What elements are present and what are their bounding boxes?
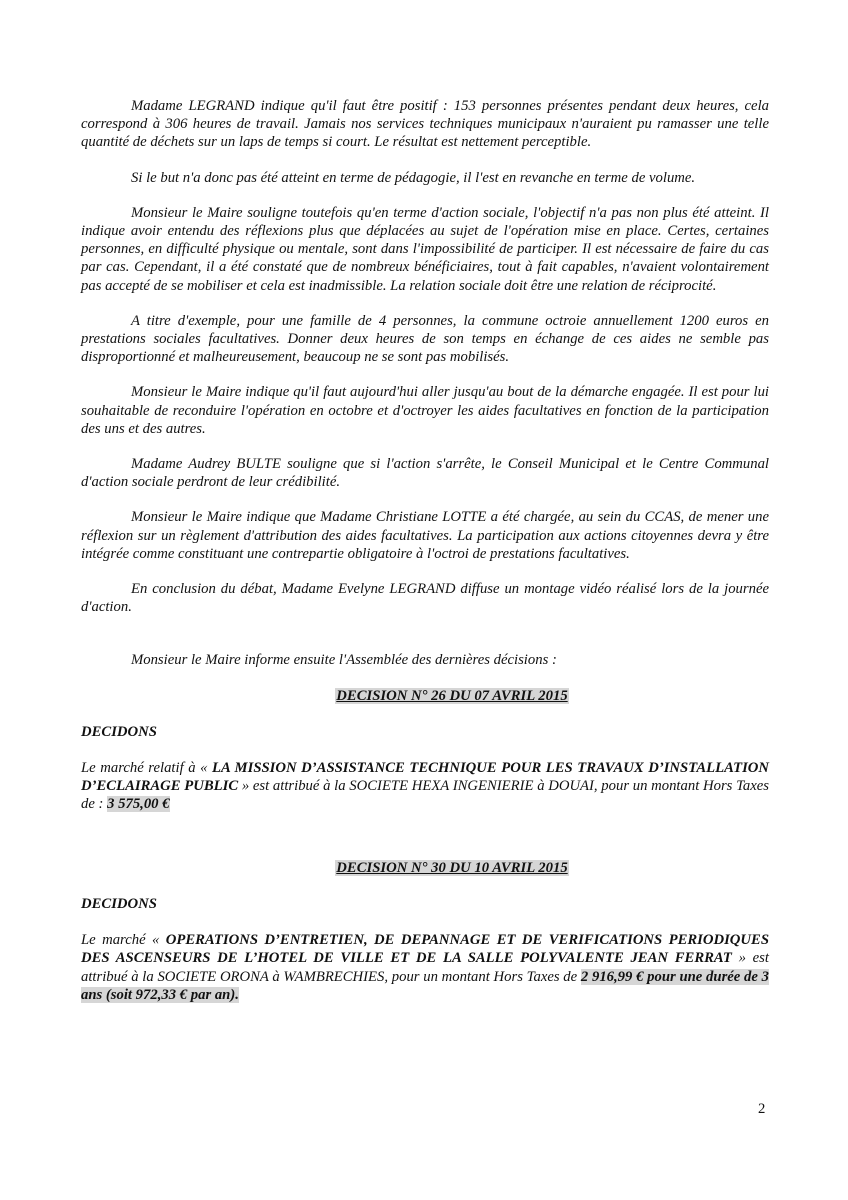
paragraph-intro-decisions: Monsieur le Maire informe ensuite l'Assemblée des dernières décisions : [131,652,557,669]
decision-heading-30 [81,859,769,877]
decision-30-text-before: Le marché « [81,932,166,949]
decision-30-text-after: » est attribué à la SOCIETE ORONA à WAMBRECHIES, pour un montant Hors Taxes de [81,950,769,985]
decision-text-26 [81,759,769,814]
decision-30-title: OPERATIONS D’ENTRETIEN, DE DEPANNAGE ET DE VERIFICATIONS PERIODIQUES DES ASCENSEURS DE L’HOTEL DE VILLE ET DE LA SALLE POLYVALENTE JEAN FERRAT [81,932,769,967]
paragraph-reconduire: Monsieur le Maire indique qu'il faut aujourd'hui aller jusqu'au bout de la démarche engagée. Il est pour lui souhaitable de reconduire l'opération en octobre et d'octroyer les aides facultatives en fonction de la participation des uns et des autres. [81,384,769,437]
paragraph-action-sociale: Monsieur le Maire souligne toutefois qu'en terme d'action sociale, l'objectif n'a pas non plus été atteint. Il indique avoir entendu des réflexions plus que déplacées au sujet de l'opération mise en place. Certes, certaines personnes, en difficulté physique ou mentale, sont dans l'impossibilité de participer. Il est nécessaire de faire du cas par cas. Cependant, il a été constaté que de nombreux bénéficiaires, tout à fait capables, n'avaient volontairement pas accepté de se mobiliser et cela est inadmissible. La relation sociale doit être une relation de réciprocité. [81,204,769,294]
decision-26-title: LA MISSION D’ASSISTANCE TECHNIQUE POUR LES TRAVAUX D’INSTALLATION D’ECLAIRAGE PUBLIC [81,760,769,795]
page-body [81,97,769,1004]
decision-heading-26 [81,687,769,705]
decision-heading-26-text: DECISION N° 26 DU 07 AVRIL 2015 [336,687,568,704]
decision-26-text-before: Le marché relatif à « [81,760,213,777]
decidons-label-26: DECIDONS [81,723,157,740]
decision-heading-30-text: DECISION N° 30 DU 10 AVRIL 2015 [336,859,568,876]
paragraph-conclusion: En conclusion du débat, Madame Evelyne LEGRAND diffuse un montage vidéo réalisé lors de la journée d'action. [81,581,769,616]
decision-26-text-after: » est attribué à la SOCIETE HEXA INGENIERIE à DOUAI, pour un montant Hors Taxes de : [81,778,769,813]
paragraph-lotte: Monsieur le Maire indique que Madame Christiane LOTTE a été chargée, au sein du CCAS, de mener une réflexion sur un règlement d'attribution des aides facultatives. La participation aux actions citoyennes devra y être intégrée comme constituant une contrepartie obligatoire à l'octroi de prestations facultatives. [81,509,769,562]
decision-30-amount: 2 916,99 € pour une durée de 3 ans (soit 972,33 € par an). [81,968,769,1003]
page-number: 2 [758,1101,766,1117]
paragraph-pedagogie: Si le but n'a donc pas été atteint en terme de pédagogie, il l'est en revanche en terme de volume. [131,169,696,186]
decision-26-amount: 3 575,00 € [107,796,170,813]
paragraph-bulte: Madame Audrey BULTE souligne que si l'action s'arrête, le Conseil Municipal et le Centre Communal d'action sociale perdront de leur crédibilité. [81,456,769,491]
paragraph-legrand-positif: Madame LEGRAND indique qu'il faut être positif : 153 personnes présentes pendant deux heures, cela correspond à 306 heures de travail. Jamais nos services techniques municipaux n'auraient pu ramasser une telle quantité de déchets sur un laps de temps si court. Le résultat est nettement perceptible. [81,98,769,151]
decidons-label-30: DECIDONS [81,895,157,912]
paragraph-exemple-famille: A titre d'exemple, pour une famille de 4 personnes, la commune octroie annuellement 1200 euros en prestations sociales facultatives. Donner deux heures de son temps en échange de ces aides ne semble pas disproportionné et malheureusement, beaucoup ne se sont pas mobilisés. [81,312,769,366]
decision-text-30 [81,931,769,1004]
